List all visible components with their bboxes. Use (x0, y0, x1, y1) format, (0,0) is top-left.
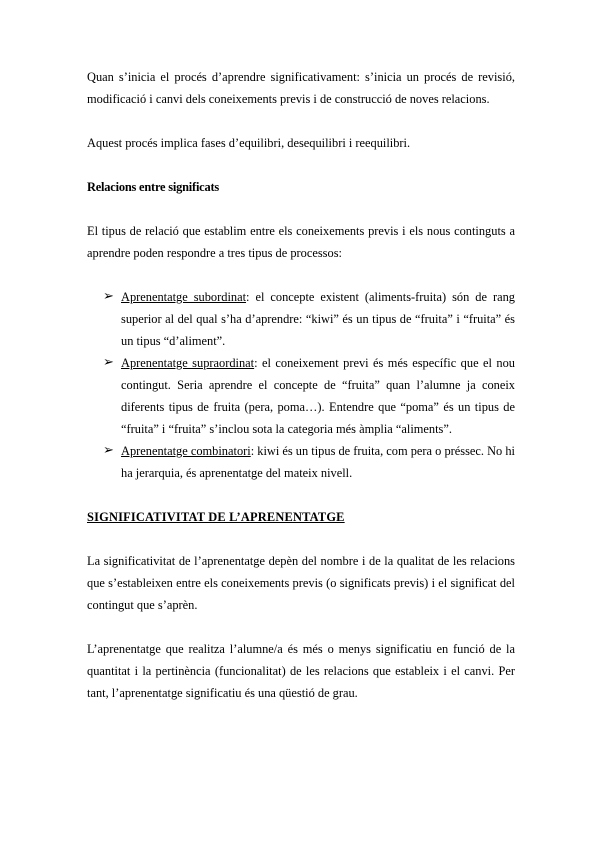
arrow-bullet-icon: ➢ (103, 355, 114, 370)
arrow-bullet-icon: ➢ (103, 289, 114, 304)
term-definition: : kiwi és un tipus de fruita, com pera o préssec. No hi ha jerarquia, és aprenentatge del mateix nivell. (121, 444, 515, 480)
intro-paragraph-1: Quan s’inicia el procés d’aprendre significativament: s’inicia un procés de revisió, modificació i canvi dels coneixements previs i de construcció de noves relacions. (87, 70, 515, 106)
term-combinatori: Aprenentatge combinatori (121, 444, 251, 458)
document-body (87, 66, 515, 704)
term-definition: : el concepte existent (aliments-fruita) són de rang superior al del qual s’ha d’aprendre: “kiwi” és un tipus de “fruita” i “fruita” és un tipus “d’aliment”. (121, 290, 515, 348)
relations-heading: Relacions entre significats (87, 180, 220, 194)
section-title: SIGNIFICATIVITAT DE L’APRENENTATGE (87, 510, 345, 524)
significance-paragraph-2: L’aprenentatge que realitza l’alumne/a és més o menys significatiu en funció de la quantitat i la pertinència (funcionalitat) de les relacions que estableix i el canvi. Per tant, l’aprenentatge significatiu és una qüestió de grau. (87, 642, 515, 700)
list-item (87, 352, 515, 440)
relations-intro: El tipus de relació que establim entre els coneixements previs i els nous continguts a aprendre poden respondre a tres tipus de processos: (87, 224, 515, 260)
relation-types-list (87, 286, 515, 484)
term-supraordinat: Aprenentatge supraordinat (121, 356, 255, 370)
term-subordinat: Aprenentatge subordinat (121, 290, 247, 304)
significance-paragraph-1: La significativitat de l’aprenentatge depèn del nombre i de la qualitat de les relacions que s’estableixen entre els coneixements previs (o significats previs) i el significat del contingut que s’aprèn. (87, 554, 515, 612)
list-item (87, 440, 515, 484)
list-item (87, 286, 515, 352)
arrow-bullet-icon: ➢ (103, 443, 114, 458)
term-definition: : el coneixement previ és més específic que el nou contingut. Seria aprendre el concepte de “fruita” quan l’alumne ja coneix diferents tipus de fruita (pera, poma…). Entendre que “poma” és un tipus de “fruita” i “fruita” s’inclou sota la categoria més àmplia “aliments”. (121, 356, 515, 436)
intro-paragraph-2: Aquest procés implica fases d’equilibri, desequilibri i reequilibri. (87, 136, 411, 150)
